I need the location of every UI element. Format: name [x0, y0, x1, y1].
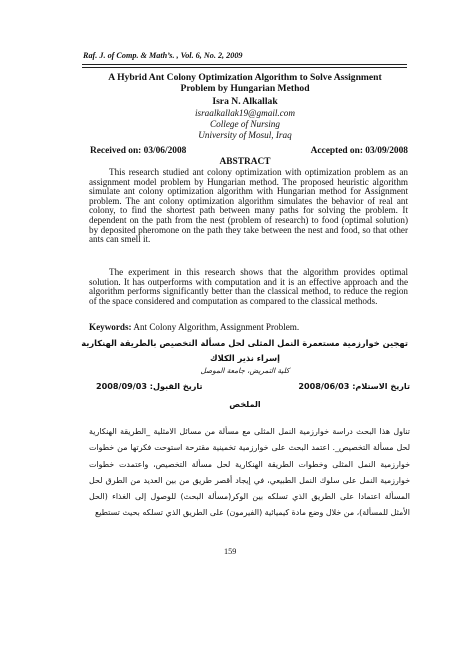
arabic-accepted-date: تاريخ القبول: 2008/09/03	[96, 381, 203, 391]
arabic-affiliation: كلية التمريض، جامعة الموصل	[200, 366, 290, 375]
affiliation-line-2: University of Mosul, Iraq	[198, 130, 292, 140]
arabic-abstract-text: تناول هذا البحث دراسة خوارزمية النمل المثلى مع مسألة من مسائل الامثلية _الطريقة الهنكارية لحل مسألة التخصيص_. اعتمد البحث على خوارزمية تخمينية مقترحة استوحت فكرتها من خطوات خوارزمية النمل المثلى وخطوات الطريقة الهنكارية لحل مسألة التخصيص، واعتمدت خطوات خوارزمية النمل على سلوك النمل الطبيعي، في إيجاد أقصر طريق من بين العديد من الطرق لحل المسألة اعتمادا على الطريق الذي تسلكه بين الوكر(مسألة البحث) للوصول إلى الغذاء (الحل الأمثل للمسألة)، من خلال وضع مادة كيميائية (الفيرمون) على الطريق الذي تسلكه بحيث تستطيع	[89, 427, 410, 518]
header-rule-bottom	[82, 67, 407, 68]
arabic-abstract-heading: الملخص	[229, 399, 261, 409]
author-email: israalkallak19@gmail.com	[194, 108, 296, 118]
header-rule-top	[82, 64, 407, 65]
arabic-received-date: تاريخ الاستلام: 2008/06/03	[298, 381, 410, 391]
page-number: 159	[224, 547, 237, 556]
keywords-label: Keywords:	[89, 322, 132, 332]
accepted-date: Accepted on: 03/09/2008	[310, 146, 408, 156]
abstract-heading: ABSTRACT	[219, 157, 271, 167]
author-name: Isra N. Alkallak	[212, 96, 278, 107]
arabic-author: إسراء نذير الكلاك	[210, 353, 280, 363]
affiliation-line-1: College of Nursing	[210, 119, 280, 129]
received-date: Received on: 03/06/2008	[90, 146, 187, 156]
keywords	[89, 322, 299, 332]
arabic-title: تهجين خوارزمية مستعمرة النمل المثلى لحل مسألة التخصيص بالطريقة الهنكارية	[81, 338, 408, 348]
abstract-paragraph-1: This research studied ant colony optimization with optimization problem as an assignment model problem by Hungarian method. The proposed heuristic algorithm simulate ant colony optimization algorithm with Hungarian method for Assignment problem. The ant colony optimization algorithm simulates the behavior of real ant colony, to find the shortest path between many paths for solving the problem. It dependent on the path from the nest (problem of research) to food (optimal solution) by deposited pheromone on the path they take between the nest and food, so that other ants can smell it.	[89, 167, 408, 245]
keywords-text: Ant Colony Algorithm, Assignment Problem.	[131, 322, 300, 332]
abstract-paragraph-2: The experiment in this research shows that the algorithm provides optimal solution. It has outperforms with computation and it is an effective approach and the algorithm performs significantly better than the classical method, to reduce the region of the space considered and computation as compared to the classical methods.	[89, 267, 408, 306]
paper-title-line-1: A Hybrid Ant Colony Optimization Algorithm to Solve Assignment	[108, 72, 382, 83]
journal-header: Raf. J. of Comp. & Math’s. , Vol. 6, No. 2, 2009	[83, 51, 243, 60]
paper-title-line-2: Problem by Hungarian Method	[180, 83, 310, 94]
